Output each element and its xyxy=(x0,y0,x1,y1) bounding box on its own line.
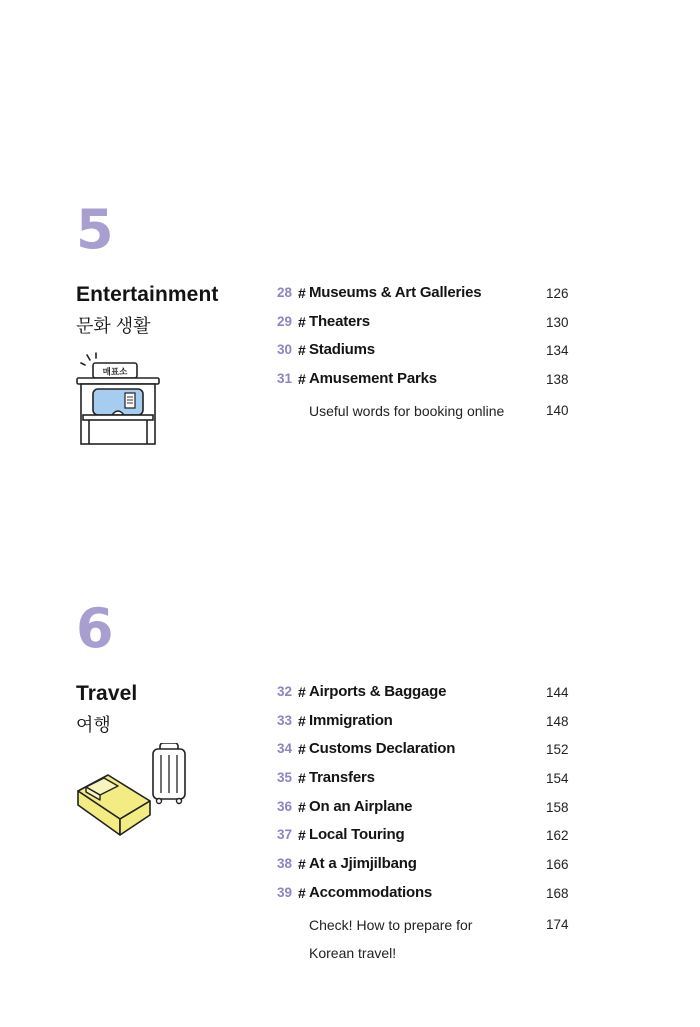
entry-number: 30 xyxy=(277,342,293,358)
entry-hash: # xyxy=(298,798,306,815)
entry-title: Theaters xyxy=(309,312,370,330)
entry-title: Customs Declaration xyxy=(309,740,456,758)
entry-page: 138 xyxy=(546,372,569,388)
entry-number: 37 xyxy=(277,827,293,843)
entry-hash: # xyxy=(298,827,306,844)
toc-extra-entry[interactable] xyxy=(277,911,577,961)
chapter-title: Entertainment xyxy=(76,283,219,306)
chapter-title: Travel xyxy=(76,682,138,705)
entry-page: 162 xyxy=(546,828,569,844)
entry-number: 36 xyxy=(277,798,293,814)
toc-entry[interactable] xyxy=(277,339,577,368)
entry-title: On an Airplane xyxy=(309,797,413,815)
entry-number: 38 xyxy=(277,856,293,872)
entry-number: 35 xyxy=(277,770,293,786)
entry-page: 148 xyxy=(546,713,569,729)
entry-title: Amusement Parks xyxy=(309,370,437,388)
entry-page: 126 xyxy=(546,286,569,301)
toc-entry[interactable] xyxy=(277,824,577,853)
toc-entry[interactable] xyxy=(277,368,577,397)
entry-page: 144 xyxy=(546,685,569,700)
toc-entry[interactable] xyxy=(277,882,577,911)
entry-title: Transfers xyxy=(309,769,375,787)
toc-entry[interactable] xyxy=(277,282,577,311)
entry-hash: # xyxy=(298,313,306,330)
chapter-number: 6 xyxy=(76,597,114,660)
entry-hash: # xyxy=(298,856,306,873)
entry-hash: # xyxy=(298,285,306,301)
extra-page: 140 xyxy=(546,402,569,418)
entry-page: 130 xyxy=(546,314,569,330)
ticket-office-icon xyxy=(74,351,166,446)
chapter-number: 5 xyxy=(76,198,114,261)
entry-title: Local Touring xyxy=(309,826,405,844)
entry-hash: # xyxy=(298,712,306,729)
toc-entry[interactable] xyxy=(277,853,577,882)
chapter-section-6 xyxy=(0,595,700,995)
entry-hash: # xyxy=(298,342,306,359)
entry-title: Museums & Art Galleries xyxy=(309,284,482,301)
chapter-section-5 xyxy=(0,196,700,466)
entry-hash: # xyxy=(298,770,306,787)
toc-entry[interactable] xyxy=(277,796,577,825)
entry-page: 134 xyxy=(546,343,569,359)
entry-page: 168 xyxy=(546,885,569,901)
entry-hash: # xyxy=(298,684,306,700)
extra-title: Check! How to prepare for Korean travel! xyxy=(309,916,473,961)
entry-hash: # xyxy=(298,741,306,758)
toc-entry[interactable] xyxy=(277,681,577,710)
luggage-icon xyxy=(74,743,204,843)
entry-title: Airports & Baggage xyxy=(309,683,447,700)
entry-number: 31 xyxy=(277,371,293,387)
entry-page: 154 xyxy=(546,771,569,787)
entry-number: 29 xyxy=(277,313,293,329)
entry-page: 166 xyxy=(546,857,569,873)
extra-title: Useful words for booking online xyxy=(309,402,505,419)
entry-title: Stadiums xyxy=(309,341,375,359)
entry-number: 39 xyxy=(277,884,293,900)
toc-entry[interactable] xyxy=(277,710,577,739)
entry-title: At a Jjimjilbang xyxy=(309,855,417,873)
entry-page: 152 xyxy=(546,742,569,758)
entry-page: 158 xyxy=(546,799,569,815)
entry-number: 28 xyxy=(277,285,293,300)
chapter-subtitle: 문화 생활 xyxy=(76,316,151,336)
chapter-subtitle: 여행 xyxy=(76,715,111,735)
entry-hash: # xyxy=(298,371,306,388)
extra-page: 174 xyxy=(546,916,569,932)
entry-title: Accommodations xyxy=(309,883,433,901)
ticket-office-sign: 매표소 xyxy=(102,367,128,378)
toc-entry[interactable] xyxy=(277,767,577,796)
toc-list xyxy=(277,282,577,425)
entry-hash: # xyxy=(298,884,306,901)
entry-number: 33 xyxy=(277,712,293,728)
toc-entry[interactable] xyxy=(277,311,577,340)
entry-number: 34 xyxy=(277,741,293,757)
toc-extra-entry[interactable] xyxy=(277,397,577,426)
entry-title: Immigration xyxy=(309,711,393,729)
toc-entry[interactable] xyxy=(277,738,577,767)
toc-list xyxy=(277,681,577,961)
entry-number: 32 xyxy=(277,684,293,699)
